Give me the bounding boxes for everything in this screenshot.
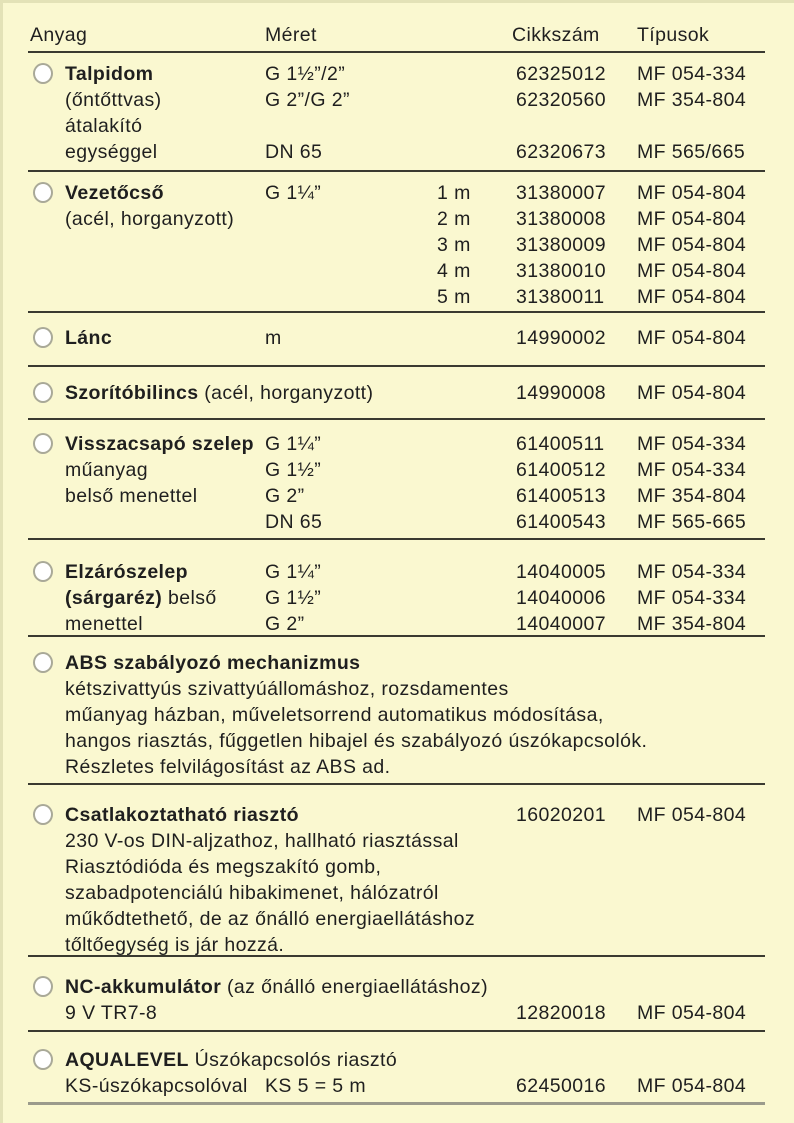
material-text: műanyag [65,459,149,481]
table-row [28,457,765,483]
column-header-anyag: Anyag [30,24,88,46]
size-cell: G 1½” [265,587,322,609]
material-cell [65,880,439,906]
type-cell: MF 054-334 [637,433,747,455]
material-name-bold: Szorítóbilincs [65,382,199,404]
material-cell [65,559,188,585]
length-cell: 1 m [437,182,471,204]
type-cell: MF 054-334 [637,561,747,583]
product-section [28,637,765,785]
article-number-cell: 61400511 [516,433,605,455]
material-text: Úszókapcsolós riasztó [188,1049,398,1071]
material-text: Részletes felvilágosítást az ABS ad. [65,756,391,778]
article-number-cell: 62320673 [516,141,606,163]
material-cell [65,206,234,232]
article-number-cell: 31380007 [516,182,606,204]
size-cell: DN 65 [265,141,323,163]
size-cell: G 1½” [265,459,322,481]
material-cell [65,702,604,728]
material-text: belső menettel [65,485,198,507]
table-row [28,906,765,932]
circle-outline-icon[interactable] [33,804,53,825]
column-header-cikkszam: Cikkszám [512,24,600,46]
material-cell [65,728,647,754]
circle-outline-icon[interactable] [33,63,53,84]
material-text: kétszivattyús szivattyúállomáshoz, rozsdamentes [65,678,509,700]
material-cell [65,61,153,87]
material-text: (őntőttvas) [65,89,162,111]
table-row [28,1047,765,1073]
header-row [28,22,765,48]
material-cell [65,754,390,780]
table-row [28,932,765,958]
product-section [28,367,765,420]
material-text: menettel [65,613,143,635]
material-text: 230 V-os DIN-aljzathoz, hallható riasztással [65,830,459,852]
material-cell [65,113,142,139]
product-section [28,172,765,313]
material-text: belső [162,587,217,609]
table-row [28,87,765,113]
table-row [28,611,765,637]
circle-outline-icon[interactable] [33,652,53,673]
circle-outline-icon[interactable] [33,433,53,454]
table-row [28,828,765,854]
column-header-tipusok: Típusok [637,24,710,46]
article-number-cell: 14990008 [516,382,606,404]
article-number-cell: 31380008 [516,208,606,230]
table-row [28,206,765,232]
length-cell: 5 m [437,286,471,308]
length-cell: 2 m [437,208,471,230]
circle-outline-icon[interactable] [33,976,53,997]
material-text: 9 V TR7-8 [65,1002,158,1024]
table-row [28,483,765,509]
type-cell: MF 054-804 [637,234,747,256]
material-name-bold: Visszacsapó szelep [65,433,254,455]
material-text: (acél, horganyzott) [198,382,374,404]
material-name-bold: Elzárószelep [65,561,188,583]
material-text: tőltőegység is jár hozzá. [65,934,285,956]
material-text: szabadpotenciálú hibakimenet, hálózatról [65,882,439,904]
table-row [28,113,765,139]
table-row [28,232,765,258]
material-cell [65,1073,248,1099]
material-cell [65,457,148,483]
product-section [28,785,765,957]
type-cell: MF 054-334 [637,63,747,85]
table-header-row [28,0,765,53]
circle-outline-icon[interactable] [33,561,53,582]
material-name-bold: AQUALEVEL [65,1049,189,1071]
table-row [28,974,765,1000]
product-section [28,1032,765,1105]
size-cell: G 2” [265,613,305,635]
type-cell: MF 054-804 [637,804,747,826]
type-cell: MF 054-804 [637,260,747,282]
type-cell: MF 054-804 [637,1002,747,1024]
material-text: műanyag házban, műveletsorrend automatikus módosítása, [65,704,604,726]
material-text: hangos riasztás, fűggetlen hibajel és szabályozó úszókapcsolók. [65,730,648,752]
material-cell [65,325,112,351]
table-row [28,180,765,206]
article-number-cell: 16020201 [516,804,606,826]
material-text: egységgel [65,141,158,163]
type-cell: MF 565/665 [637,141,746,163]
size-cell: G 1¼” [265,182,322,204]
table-row [28,854,765,880]
product-section [28,957,765,1032]
table-row [28,702,765,728]
type-cell: MF 054-804 [637,208,747,230]
material-cell [65,139,158,165]
product-table [28,0,765,1105]
material-cell [65,906,475,932]
material-text: (acél, horganyzott) [65,208,235,230]
type-cell: MF 565-665 [637,511,747,533]
table-row [28,880,765,906]
material-name-bold: (sárgaréz) [65,587,163,609]
material-cell [65,1047,397,1073]
type-cell: MF 354-804 [637,613,747,635]
table-row [28,585,765,611]
article-number-cell: 61400513 [516,485,606,507]
material-text: átalakító [65,115,143,137]
table-row [28,728,765,754]
type-cell: MF 054-334 [637,459,747,481]
table-row [28,380,765,406]
article-number-cell: 14040007 [516,613,606,635]
table-row [28,559,765,585]
circle-outline-icon[interactable] [33,327,53,348]
table-row [28,139,765,165]
material-cell [65,676,509,702]
material-cell [65,974,488,1000]
table-row [28,1073,765,1099]
material-cell [65,483,197,509]
size-cell: G 2”/G 2” [265,89,350,111]
material-cell [65,180,164,206]
material-name-bold: Lánc [65,327,113,349]
type-cell: MF 054-804 [637,327,747,349]
material-cell [65,585,217,611]
length-cell: 3 m [437,234,471,256]
column-header-meret: Méret [265,24,317,46]
material-text: (az őnálló energiaellátáshoz) [221,976,488,998]
table-row [28,284,765,310]
material-name-bold: Csatlakoztatható riasztó [65,804,299,826]
material-name-bold: ABS szabályozó mechanizmus [65,652,361,674]
material-cell [65,802,299,828]
product-section [28,313,765,367]
material-text: Riasztódióda és megszakító gomb, [65,856,382,878]
material-name-bold: Vezetőcső [65,182,164,204]
type-cell: MF 054-804 [637,1075,747,1097]
article-number-cell: 14040006 [516,587,606,609]
size-cell: KS 5 = 5 m [265,1075,367,1097]
material-text: KS-úszókapcsolóval [65,1075,248,1097]
length-cell: 4 m [437,260,471,282]
size-cell: G 1¼” [265,433,322,455]
table-row [28,802,765,828]
article-number-cell: 31380010 [516,260,606,282]
type-cell: MF 354-804 [637,89,747,111]
product-section [28,540,765,637]
size-cell: G 1¼” [265,561,322,583]
article-number-cell: 62325012 [516,63,606,85]
article-number-cell: 14990002 [516,327,606,349]
material-name-bold: NC-akkumulátor [65,976,222,998]
circle-outline-icon[interactable] [33,182,53,203]
article-number-cell: 12820018 [516,1002,606,1024]
table-row [28,754,765,780]
material-cell [65,828,459,854]
table-row [28,431,765,457]
table-row [28,676,765,702]
material-cell [65,854,381,880]
type-cell: MF 054-804 [637,286,747,308]
circle-outline-icon[interactable] [33,382,53,403]
size-cell: G 1½”/2” [265,63,346,85]
type-cell: MF 054-804 [637,382,747,404]
size-cell: m [265,327,282,349]
article-number-cell: 61400543 [516,511,606,533]
type-cell: MF 054-804 [637,182,747,204]
material-cell [65,380,373,406]
material-cell [65,611,143,637]
article-number-cell: 31380011 [516,286,605,308]
material-name-bold: Talpidom [65,63,154,85]
article-number-cell: 62450016 [516,1075,606,1097]
article-number-cell: 62320560 [516,89,606,111]
table-row [28,509,765,535]
material-cell [65,932,284,958]
table-row [28,650,765,676]
table-row [28,258,765,284]
article-number-cell: 14040005 [516,561,606,583]
product-section [28,420,765,540]
material-cell [65,650,360,676]
article-number-cell: 61400512 [516,459,606,481]
type-cell: MF 054-334 [637,587,747,609]
size-cell: DN 65 [265,511,323,533]
material-cell [65,87,162,113]
article-number-cell: 31380009 [516,234,606,256]
table-row [28,325,765,351]
product-section [28,53,765,172]
type-cell: MF 354-804 [637,485,747,507]
table-row [28,61,765,87]
circle-outline-icon[interactable] [33,1049,53,1070]
material-cell [65,1000,157,1026]
material-cell [65,431,254,457]
material-text: műkődtethető, de az őnálló energiaellátáshoz [65,908,476,930]
size-cell: G 2” [265,485,305,507]
table-row [28,1000,765,1026]
